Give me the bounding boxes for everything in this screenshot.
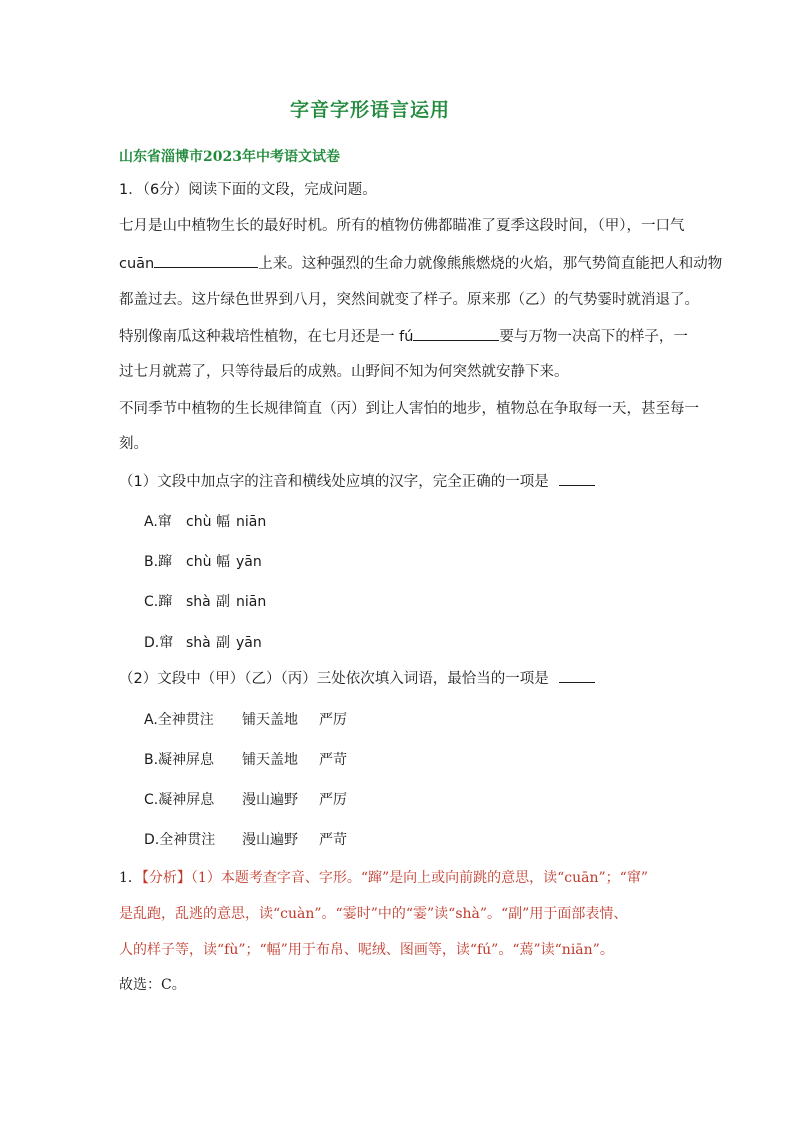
sub1-option-b: B.蹿 chù 幅 yān [144,554,262,570]
passage-line-5: 过七月就蔫了，只等待最后的成熟。山野间不知为何突然就安静下来。 [119,364,569,380]
exam-source: 山东省淄博市2023年中考语文试卷 [119,149,340,165]
analysis-line-3 [119,940,614,960]
answer-blank-1 [559,471,595,486]
sub2-option-c: C.凝神屏息 漫山遍野 严厉 [144,792,347,808]
passage2-line-1: 不同季节中植物的生长规律简直（丙）到让人害怕的地步，植物总在争取每一天，甚至每一 [119,401,699,417]
analysis-tag: 【分析】 [141,870,191,886]
analysis-line-2 [119,904,627,924]
sub1-option-c: C.蹿 shà 副 niān [144,594,267,610]
sub-question-1-stem [119,471,595,492]
sub-question-1-text: （1）文段中加点字的注音和横线处应填的汉字，完全正确的一项是 [119,474,549,490]
sub2-option-d: D.全神贯注 漫山遍野 严苛 [144,832,347,848]
fill-blank-2 [413,326,499,341]
passage-line-2-text: 上来。这种强烈的生命力就像熊熊燃烧的火焰，那气势简直能把人和动物 [258,256,723,272]
passage-line-4-text-b: 要与万物一决高下的样子，一 [499,329,688,345]
analysis-line-1 [119,868,648,888]
passage-line-2 [119,253,722,274]
sub1-option-a: A.窜 chù 幅 niān [144,514,267,530]
sub-question-2-stem [119,668,595,689]
answer-blank-2 [559,668,595,683]
analysis-text-4: 故选：C。 [119,977,186,993]
sub2-option-b: B.凝神屏息 铺天盖地 严苛 [144,752,347,768]
question-header: 1．（6分）阅读下面的文段，完成问题。 [119,182,377,198]
analysis-line-4 [119,975,186,995]
sub1-option-d: D.窜 shà 副 yān [144,635,262,651]
analysis-text-1: （1）本题考查字音、字形。“蹿”是向上或向前跳的意思，读“cuān”；“窜” [190,870,648,886]
analysis-text-3: 人的样子等，读“fù”；“幅”用于布帛、呢绒、图画等，读“fú”。“蔫”读“niān”。 [119,942,614,958]
sub2-option-a: A.全神贯注 铺天盖地 严厉 [144,712,347,728]
passage-line-3: 都盖过去。这片绿色世界到八月，突然间就变了样子。原来那（乙）的气势霎时就消退了。 [119,292,699,308]
analysis-text-2: 是乱跑，乱逃的意思，读“cuàn”。“霎时”中的“霎”读“shà”。“副”用于面部表情、 [119,906,628,922]
passage-line-4-text-a: 特别像南瓜这种栽培性植物，在七月还是一 fú [119,329,414,345]
pinyin-cuan: cuān [119,256,155,272]
analysis-number: 1． [119,870,142,886]
page-title: 字音字形语言运用 [290,99,451,121]
passage-line-4 [119,326,688,347]
sub-question-2-text: （2）文段中（甲）（乙）（丙）三处依次填入词语，最恰当的一项是 [119,671,549,687]
passage2-line-2: 刻。 [119,436,148,452]
passage-line-1: 七月是山中植物生长的最好时机。所有的植物仿佛都瞄准了夏季这段时间，（甲），一口气 [119,218,685,234]
fill-blank-1 [154,253,258,268]
